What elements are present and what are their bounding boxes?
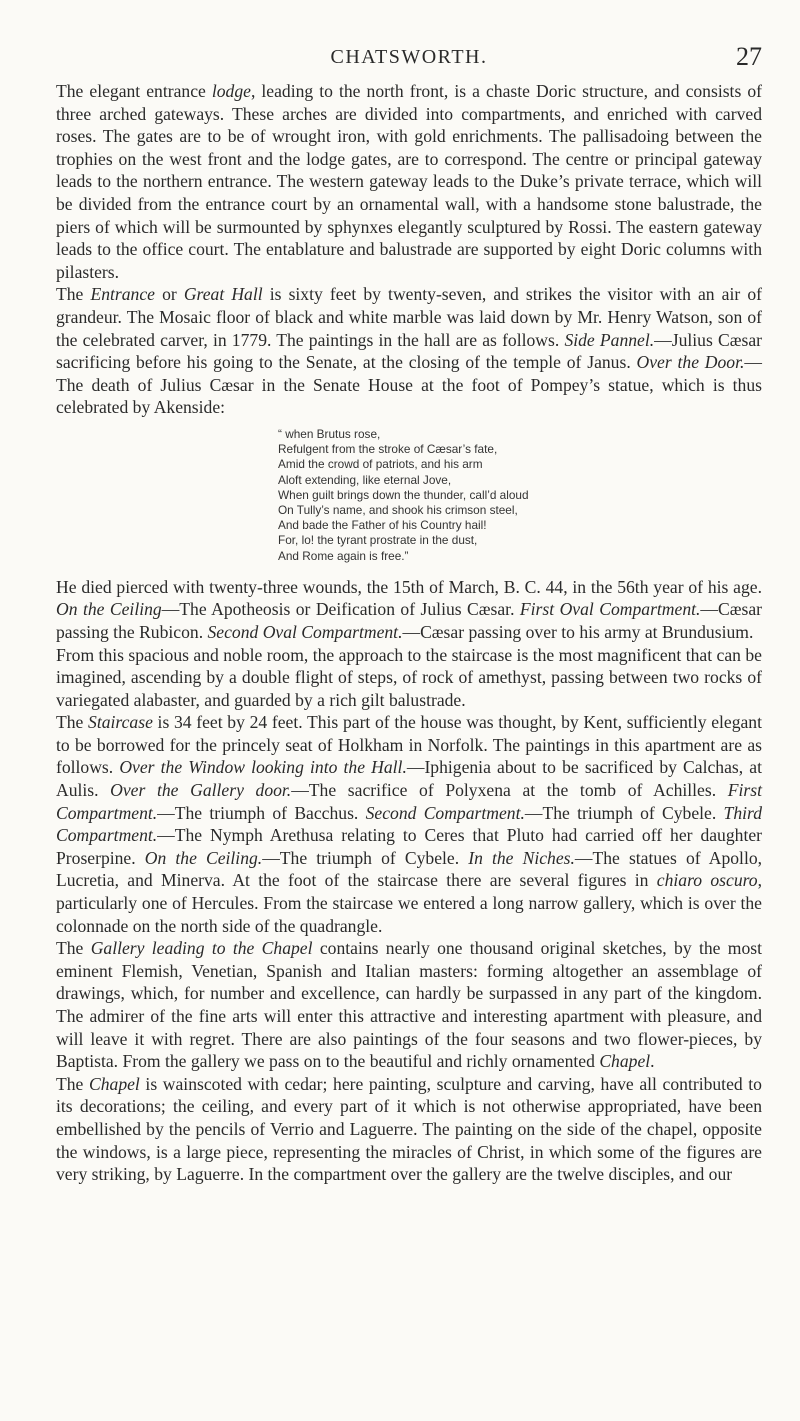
italic-phrase: In the Niches. — [468, 847, 575, 868]
verse-line: And bade the Father of his Country hail! — [278, 518, 487, 533]
verse-line: Aloft extending, like eternal Jove, — [278, 472, 452, 487]
verse-line: For, lo! the tyrant prostrate in the dust, — [278, 533, 478, 548]
italic-phrase: Chapel — [88, 1073, 140, 1094]
italic-phrase: Second Oval Compartment. — [207, 621, 403, 642]
italic-phrase: lodge — [211, 81, 251, 101]
verse-line: Amid the crowd of patriots, and his arm — [278, 457, 483, 472]
italic-phrase: Great Hall — [183, 284, 263, 305]
italic-phrase: Chapel — [599, 1051, 651, 1072]
italic-phrase: Entrance — [90, 284, 155, 305]
verse-line: “ when Brutus rose, — [278, 426, 381, 441]
paragraph-lodge: The elegant entrance lodge, leading to the north front, is a chaste Doric structure, and consists of three arched gateways. These arches are divided into compartments, and enriched with carved roses. The gates are to be of wrought iron, with gold enrichments. The pallisadoing between the trophies on the west front and the lodge gates, are to correspond. The centre or principal gateway leads to the northern entrance. The western gateway leads to the Duke’s private terrace, which will be divided from the entrance court by an ornamental wall, with a handsome stone balustrade, the piers of which will be surmounted by sphynxes elegantly sculptured by Rossi. The eastern gateway leads to the office court. The entablature and balustrade are supported by eight Doric columns with pilasters. — [56, 81, 762, 282]
verse-line: When guilt brings down the thunder, call’d aloud — [278, 487, 529, 502]
italic-phrase: Over the Door. — [636, 352, 745, 373]
italic-phrase: Side Pannel. — [564, 329, 655, 350]
italic-phrase: On the Ceiling. — [144, 847, 263, 868]
running-head: CHATSWORTH. — [330, 46, 488, 68]
italic-phrase: Over the Window looking into the Hall. — [119, 757, 407, 778]
italic-phrase: Staircase — [88, 712, 153, 733]
italic-phrase: First Oval Compartment. — [519, 599, 701, 620]
paragraph-caesar-death: He died pierced with twenty-three wounds, the 15th of March, B. C. 44, in the 56th year of his age. On the Ceiling—The Apotheosis or Deification of Julius Cæsar. First Oval Compartment.—Cæsar passing the Rubicon. Second Oval Compartment.—Cæsar passing over to his army at Brundusium. — [56, 576, 762, 642]
paragraph-chapel: The Chapel is wainscoted with cedar; here painting, sculpture and carving, have all contributed to its decorations; the ceiling, and every part of it which is not otherwise appropriated, have been embellished by the pencils of Verrio and Laguerre. The painting on the side of the chapel, opposite the windows, is a large piece, representing the miracles of Christ, in which some of the figures are very striking, by Laguerre. In the compartment over the gallery are the twelve disciples, and our — [56, 1073, 762, 1185]
paragraph-great-hall: The Entrance or Great Hall is sixty feet by twenty-seven, and strikes the visitor with an air of grandeur. The Mosaic floor of black and white marble was laid down by Mr. Henry Watson, son of the celebrated carver, in 1779. The paintings in the hall are as follows. Side Pannel.—Julius Cæsar sacrificing before his going to the Senate, at the closing of the temple of Janus. Over the Door.—The death of Julius Cæsar in the Senate House at the foot of Pompey’s statue, which is thus celebrated by Akenside: — [56, 284, 762, 418]
body-text — [56, 80, 762, 1186]
paragraph-gallery: The Gallery leading to the Chapel contains nearly one thousand original sketches, by the most eminent Flemish, Venetian, Spanish and Italian masters: forming altogether an assemblage of drawings, which, for number and excellence, can hardly be surpassed in any part of the kingdom. The admirer of the fine arts will enter this attractive and interesting apartment with pleasure, and will leave it with regret. There are also paintings of the four seasons and two flower-pieces, by Baptista. From the gallery we pass on to the beautiful and richly ornamented Chapel. — [56, 938, 762, 1072]
italic-phrase: chiaro oscuro — [656, 870, 758, 891]
italic-phrase: On the Ceiling — [56, 599, 162, 620]
akenside-verse — [278, 427, 762, 564]
verse-line: And Rome again is free.” — [278, 548, 409, 563]
verse-line: On Tully’s name, and shook his crimson steel, — [278, 502, 518, 517]
italic-phrase: First Compartment. — [56, 780, 762, 823]
paragraph-staircase: The Staircase is 34 feet by 24 feet. This part of the house was thought, by Kent, sufficiently elegant to be borrowed for the princely seat of Holkham in Norfolk. The paintings in this apartment are as follows. Over the Window looking into the Hall.—Iphigenia about to be sacrificed by Calchas, at Aulis. Over the Gallery door.—The sacrifice of Polyxena at the tomb of Achilles. First Compartment.—The triumph of Bacchus. Second Compartment.—The triumph of Cybele. Third Compartment.—The Nymph Arethusa relating to Ceres that Pluto had carried off her daughter Proserpine. On the Ceiling.—The triumph of Cybele. In the Niches.—The statues of Apollo, Lucretia, and Minerva. At the foot of the staircase there are several figures in chiaro oscuro, particularly one of Hercules. From the staircase we entered a long narrow gallery, which is over the colonnade on the north side of the quadrangle. — [56, 712, 763, 936]
page-header — [56, 42, 762, 80]
italic-phrase: Third Compartment. — [56, 802, 762, 846]
page-number: 27 — [736, 42, 762, 71]
paragraph-approach: From this spacious and noble room, the approach to the staircase is the most magnificent that can be imagined, ascending by a double flight of steps, of rock of amethyst, passing between two rocks of variegated alabaster, and guarded by a rich gilt balustrade. — [56, 644, 762, 710]
italic-phrase: Gallery leading to the Chapel — [90, 938, 313, 959]
italic-phrase: Second Compartment. — [365, 802, 525, 823]
book-page — [56, 42, 763, 1186]
verse-line: Refulgent from the stroke of Cæsar’s fate, — [278, 442, 498, 457]
italic-phrase: Over the Gallery door. — [110, 780, 292, 801]
